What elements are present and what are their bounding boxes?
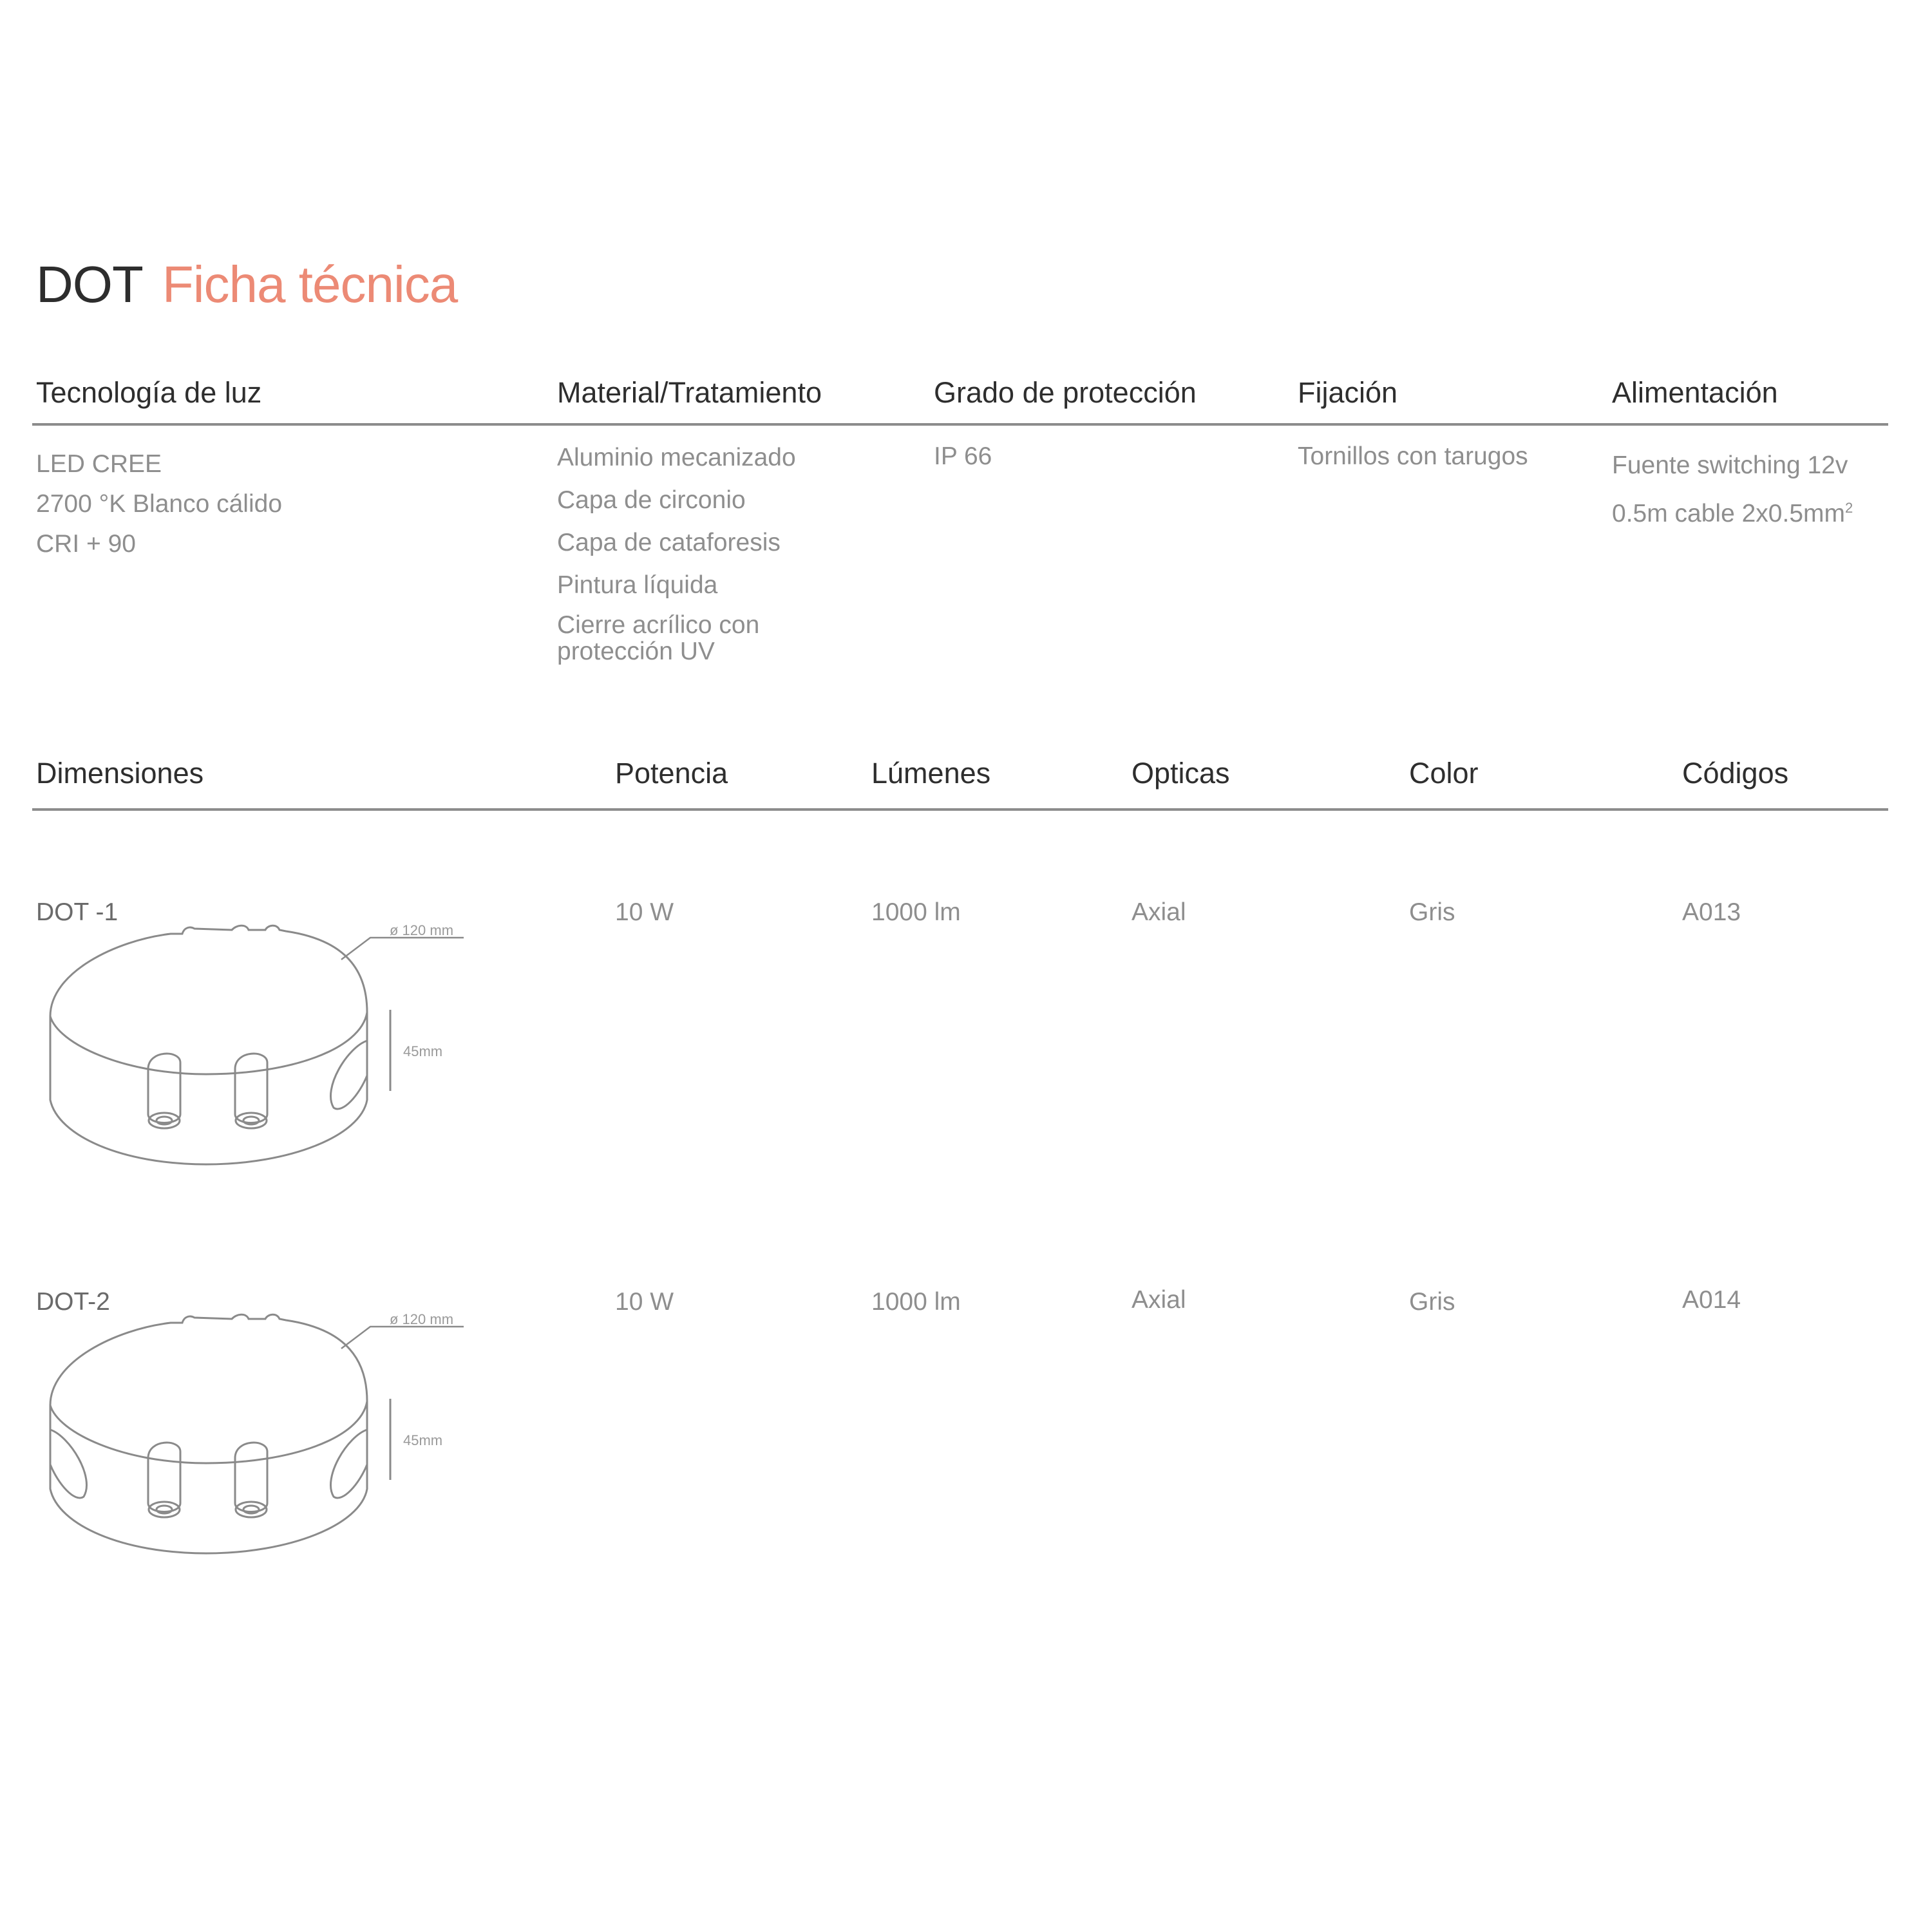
spec-value (1612, 487, 1853, 535)
diameter-label: ø 120 mm (390, 1311, 454, 1327)
model-potencia: 10 W (615, 1288, 674, 1316)
spec-values-material (557, 437, 828, 665)
spec-value-fijacion: Tornillos con tarugos (1298, 442, 1528, 470)
model-header-color: Color (1409, 757, 1479, 790)
height-label: 45mm (403, 1043, 443, 1059)
model-lumenes: 1000 lm (871, 1288, 961, 1316)
spec-value: CRI + 90 (36, 530, 136, 558)
spec-divider (32, 423, 1888, 426)
spec-header-proteccion: Grado de protección (934, 376, 1197, 409)
spec-value: Fuente switching 12v (1612, 451, 1848, 479)
spec-value: Capa de circonio (557, 486, 746, 514)
spec-value: Cierre acrílico con protección UV (557, 611, 760, 665)
model-header-potencia: Potencia (615, 757, 728, 790)
spec-value-proteccion: IP 66 (934, 442, 992, 470)
product-drawing-dot2 (45, 1310, 470, 1567)
spec-value: 2700 °K Blanco cálido (36, 490, 283, 518)
model-opticas: Axial (1132, 898, 1186, 926)
spec-header-fijacion: Fijación (1298, 376, 1398, 409)
product-drawing-dot1 (45, 921, 470, 1179)
spec-value: LED CREE (36, 450, 162, 478)
model-potencia: 10 W (615, 898, 674, 926)
superscript: 2 (1845, 500, 1853, 516)
model-codigo: A013 (1682, 898, 1741, 926)
spec-header-alimentacion: Alimentación (1612, 376, 1778, 409)
spec-value: Capa de cataforesis (557, 529, 781, 556)
spec-values-alimentacion (1612, 444, 1853, 535)
product-name: DOT (36, 256, 143, 313)
spec-value: Pintura líquida (557, 571, 718, 599)
page-subtitle: Ficha técnica (162, 256, 458, 313)
spec-value-text: 0.5m cable 2x0.5mm (1612, 500, 1845, 527)
model-codigo: A014 (1682, 1286, 1741, 1314)
height-label: 45mm (403, 1432, 443, 1448)
model-divider (32, 808, 1888, 811)
model-color: Gris (1409, 898, 1455, 926)
spec-value: Aluminio mecanizado (557, 444, 796, 471)
spec-header-material: Material/Tratamiento (557, 376, 822, 409)
model-name-dot2: DOT-2 (36, 1288, 110, 1316)
model-name-dot1: DOT -1 (36, 898, 118, 926)
model-header-dimensiones: Dimensiones (36, 757, 204, 790)
model-header-opticas: Opticas (1132, 757, 1230, 790)
model-lumenes: 1000 lm (871, 898, 961, 926)
model-header-codigos: Códigos (1682, 757, 1789, 790)
page-title (36, 252, 457, 317)
spec-values-tecnologia (36, 444, 282, 564)
model-color: Gris (1409, 1288, 1455, 1316)
model-opticas: Axial (1132, 1286, 1186, 1314)
diameter-label: ø 120 mm (390, 922, 454, 938)
spec-header-tecnologia: Tecnología de luz (36, 376, 262, 409)
model-header-lumenes: Lúmenes (871, 757, 991, 790)
